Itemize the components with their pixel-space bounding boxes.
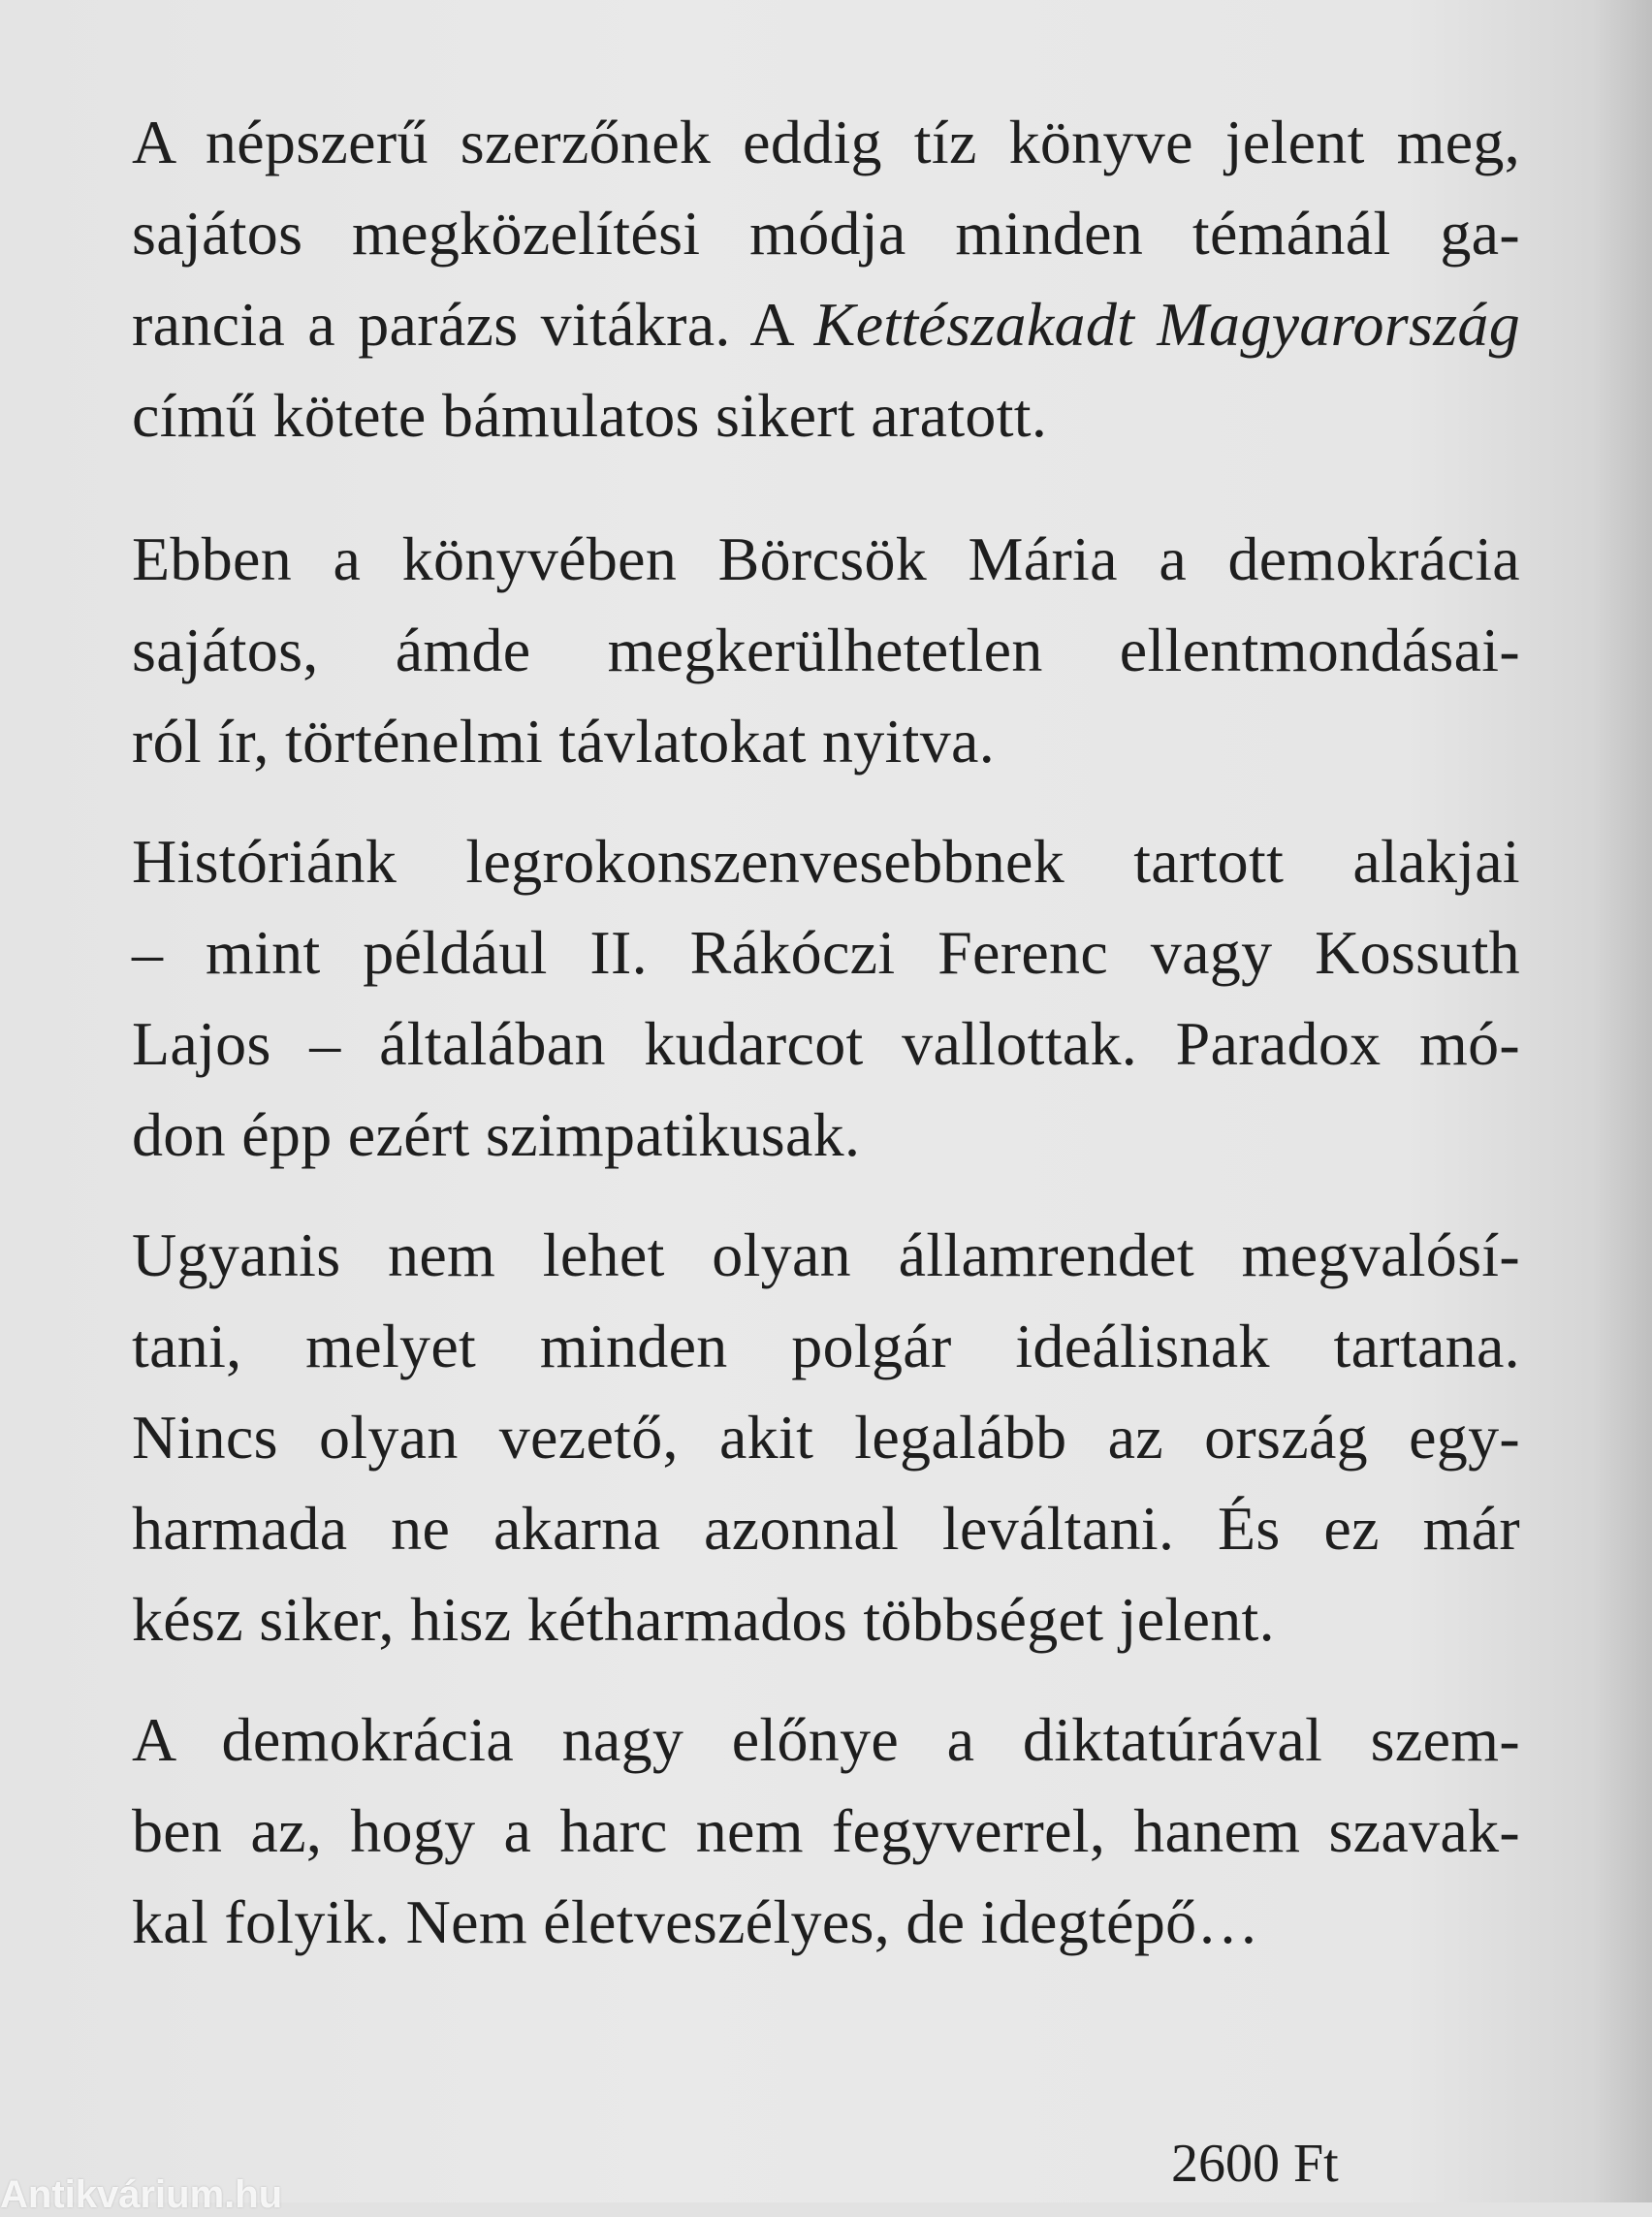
text-line: ben az, hogy a harc nem fegyverrel, hanem szavak- (132, 1796, 1520, 1865)
text-line: sajátos, ámde megkerülhetetlen ellentmondásai- (132, 616, 1520, 684)
text-line (132, 279, 1520, 370)
paragraph-state-order (132, 1210, 1520, 1665)
text-line: A demokrácia nagy előnye a diktatúrával szem- (132, 1705, 1520, 1774)
text-line: kal folyik. Nem életveszélyes, de idegtépő… (132, 1887, 1259, 1956)
text-line: Ugyanis nem lehet olyan államrendet megvalósí- (132, 1220, 1520, 1289)
text-line: ról ír, történelmi távlatokat nyitva. (132, 707, 996, 776)
text-line: Ebben a könyvében Börcsök Mária a demokrácia (132, 524, 1520, 593)
page-edge-shadow (1594, 0, 1652, 2202)
text-line: Históriánk legrokonszenvesebbnek tartott alakjai (132, 827, 1520, 896)
text-run: rancia a parázs vitákra. A (132, 290, 814, 359)
text-line: – mint például II. Rákóczi Ferenc vagy Kossuth (132, 918, 1520, 987)
text-line: A népszerű szerzőnek eddig tíz könyve jelent meg, (132, 108, 1520, 176)
book-title-italic: Kettészakadt Magyarország (813, 290, 1521, 359)
paragraph-democracy (132, 1694, 1520, 1968)
text-line: Nincs olyan vezető, akit legalább az ország egy- (132, 1403, 1520, 1472)
text-line: Lajos – általában kudarcot vallottak. Paradox mó- (132, 1009, 1520, 1078)
paragraph-author-intro (132, 97, 1520, 461)
paragraph-history (132, 816, 1520, 1181)
text-line: don épp ezért szimpatikusak. (132, 1100, 861, 1169)
text-line: sajátos megközelítési módja minden témánál ga- (132, 199, 1520, 268)
watermark: Antikvárium.hu (0, 2173, 283, 2216)
text-line: harmada ne akarna azonnal leváltani. És ez már (132, 1494, 1520, 1563)
text-line: kész siker, hisz kétharmados többséget jelent. (132, 1585, 1275, 1654)
paragraph-book-summary (132, 514, 1520, 787)
text-line: tani, melyet minden polgár ideálisnak tartana. (132, 1312, 1520, 1380)
price-label: 2600 Ft (1171, 2134, 1339, 2194)
text-line: című kötete bámulatos sikert aratott. (132, 381, 1048, 450)
